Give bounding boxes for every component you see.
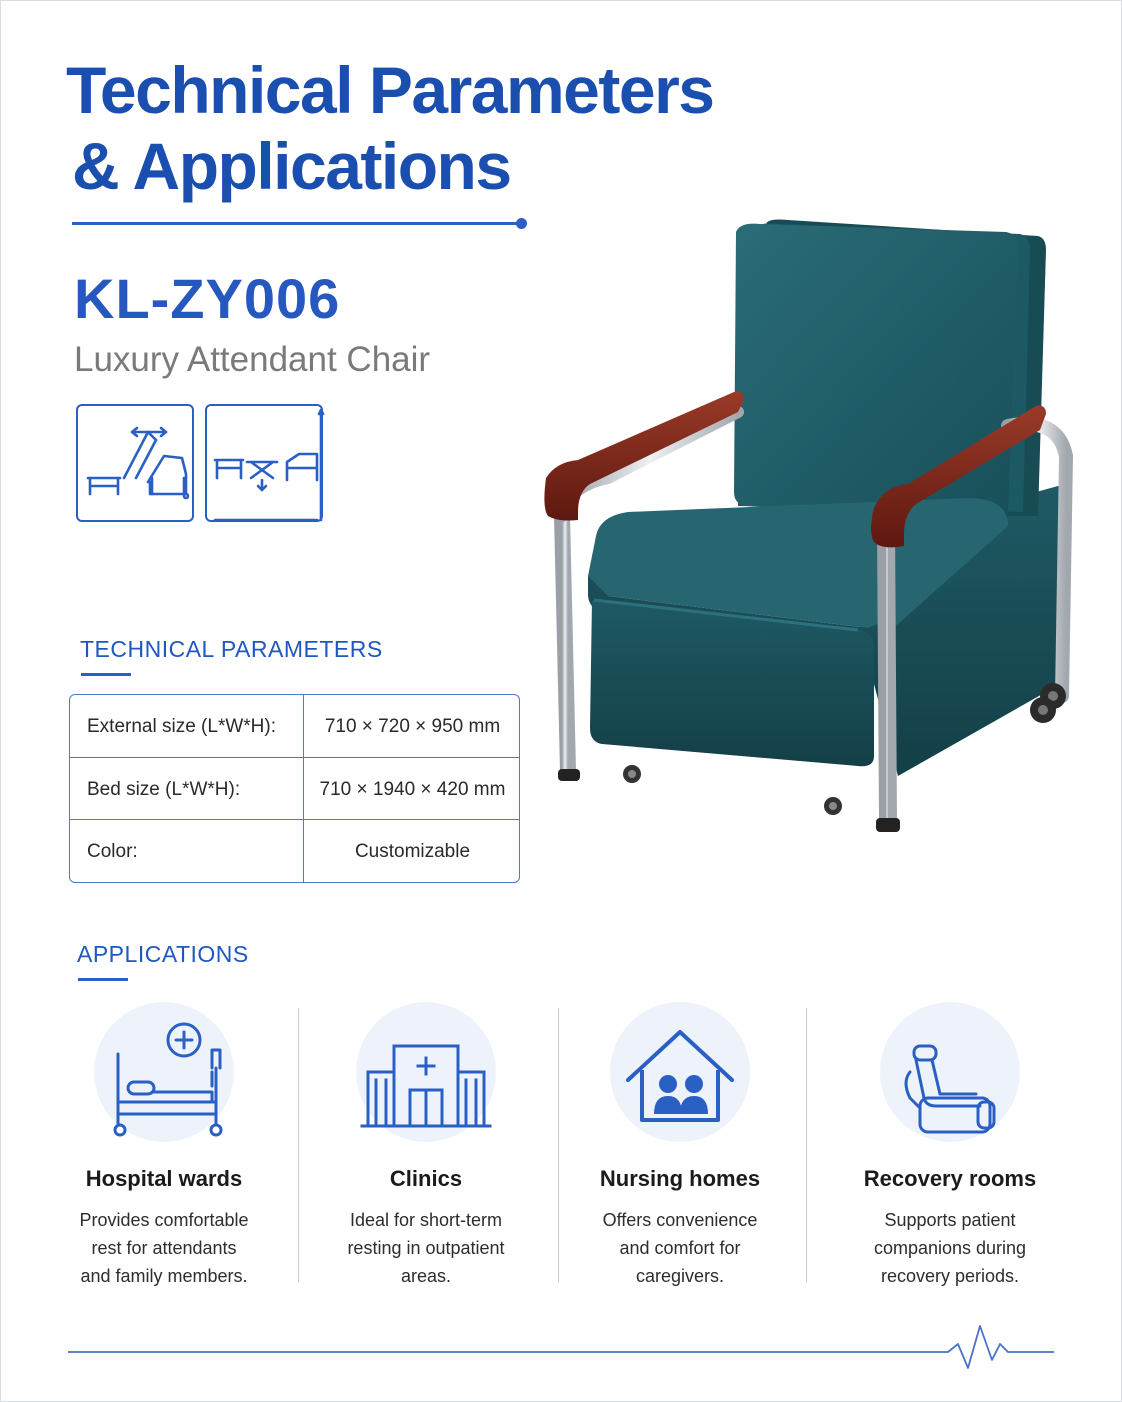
applications-heading-underline [78,978,128,981]
param-value: 710 × 1940 × 420 mm [303,758,520,821]
application-description: Supports patient companions during recovery periods. [873,1210,1027,1286]
application-card-nursing-homes [555,1002,805,1290]
application-title: Clinics [389,1166,463,1191]
application-card-hospital [39,1002,289,1290]
param-label: Bed size (L*W*H): [87,779,241,800]
column-divider [806,1008,807,1282]
application-card-recovery-rooms [825,1002,1075,1290]
param-value: 710 × 720 × 950 mm [303,695,520,758]
application-title: Hospital wards [85,1166,243,1191]
column-divider [298,1008,299,1282]
fold-out-bed-icon [205,404,323,522]
title-underline [72,222,520,225]
nursing-home-icon [610,1002,750,1142]
table-row [70,757,519,820]
param-label: External size (L*W*H): [87,716,276,737]
title-underline-dot [516,218,527,229]
technical-parameters-heading: TECHNICAL PARAMETERS [80,636,383,662]
table-row [70,819,519,882]
page-title [66,52,713,204]
technical-heading-underline [81,673,131,676]
application-title: Nursing homes [599,1166,761,1191]
product-model: KL-ZY006 [74,267,341,330]
table-row [70,695,519,758]
recliner-chair-icon [880,1002,1020,1142]
parameters-table [69,694,520,883]
application-title: Recovery rooms [863,1166,1037,1191]
param-label: Color: [87,841,138,862]
heartbeat-line-icon [68,1320,1058,1370]
application-description: Provides comfortable rest for attendants and family members. [79,1210,249,1286]
product-name: Luxury Attendant Chair [74,340,431,379]
chair-to-bed-icon [76,404,194,522]
page-title-line2: & Applications [72,129,511,203]
application-card-clinics [301,1002,551,1290]
application-description: Ideal for short-term resting in outpatient areas. [347,1210,505,1286]
param-value: Customizable [303,820,520,883]
page-title-line1: Technical Parameters [66,53,714,127]
applications-heading: APPLICATIONS [77,941,249,967]
hospital-bed-icon [94,1002,234,1142]
attendant-chair-image [538,216,1078,841]
application-description: Offers convenience and comfort for caregivers. [602,1210,758,1286]
clinic-building-icon [356,1002,496,1142]
